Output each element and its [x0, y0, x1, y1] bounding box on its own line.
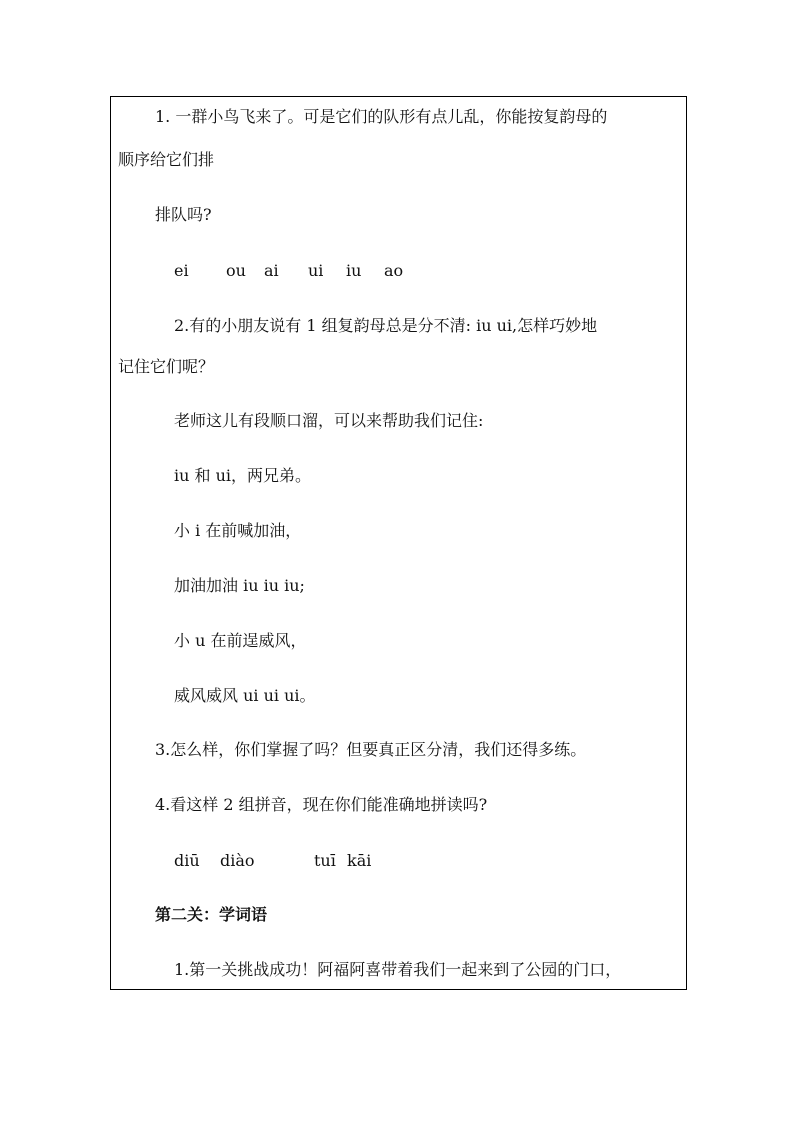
- pinyin-item: diào: [220, 851, 255, 870]
- rhyme-line-1: iu 和 ui，两兄弟。: [174, 466, 312, 485]
- question-1-pinyin: [174, 261, 403, 281]
- section-2-title: 第二关：学词语: [155, 905, 268, 924]
- question-1-line-1: 1. 一群小鸟飞来了。可是它们的队形有点儿乱，你能按复韵母的: [155, 107, 608, 126]
- question-3: 3.怎么样，你们掌握了吗？但要真正区分清，我们还得多练。: [155, 740, 587, 759]
- question-2-line-1: 2.有的小朋友说有 1 组复韵母总是分不清: iu ui,怎样巧妙地: [174, 316, 598, 335]
- section-2-line-1: 1.第一关挑战成功！阿福阿喜带着我们一起来到了公园的门口，: [174, 960, 622, 979]
- question-1-line-3: 排队吗?: [155, 205, 212, 224]
- pinyin-item: ou: [226, 261, 246, 280]
- rhyme-line-2: 小 i 在前喊加油，: [174, 521, 302, 540]
- question-4-pinyin: [174, 851, 371, 871]
- pinyin-item: diū: [174, 851, 200, 870]
- pinyin-item: tuī: [314, 851, 336, 870]
- question-4: 4.看这样 2 组拼音，现在你们能准确地拼读吗?: [155, 795, 488, 814]
- question-1-line-2: 顺序给它们排: [118, 150, 215, 169]
- question-2-line-2: 记住它们呢？: [118, 357, 215, 376]
- rhyme-intro: 老师这儿有段顺口溜，可以来帮助我们记住:: [174, 411, 484, 430]
- pinyin-item: kāi: [347, 851, 372, 870]
- pinyin-item: ui: [308, 261, 324, 280]
- rhyme-line-3: 加油加油 iu iu iu;: [174, 576, 305, 595]
- pinyin-item: iu: [346, 261, 362, 280]
- pinyin-item: ao: [384, 261, 404, 280]
- pinyin-item: ei: [174, 261, 189, 280]
- rhyme-line-4: 小 u 在前逞威风，: [174, 631, 307, 650]
- pinyin-item: ai: [264, 261, 279, 280]
- rhyme-line-5: 威风威风 ui ui ui。: [174, 686, 316, 705]
